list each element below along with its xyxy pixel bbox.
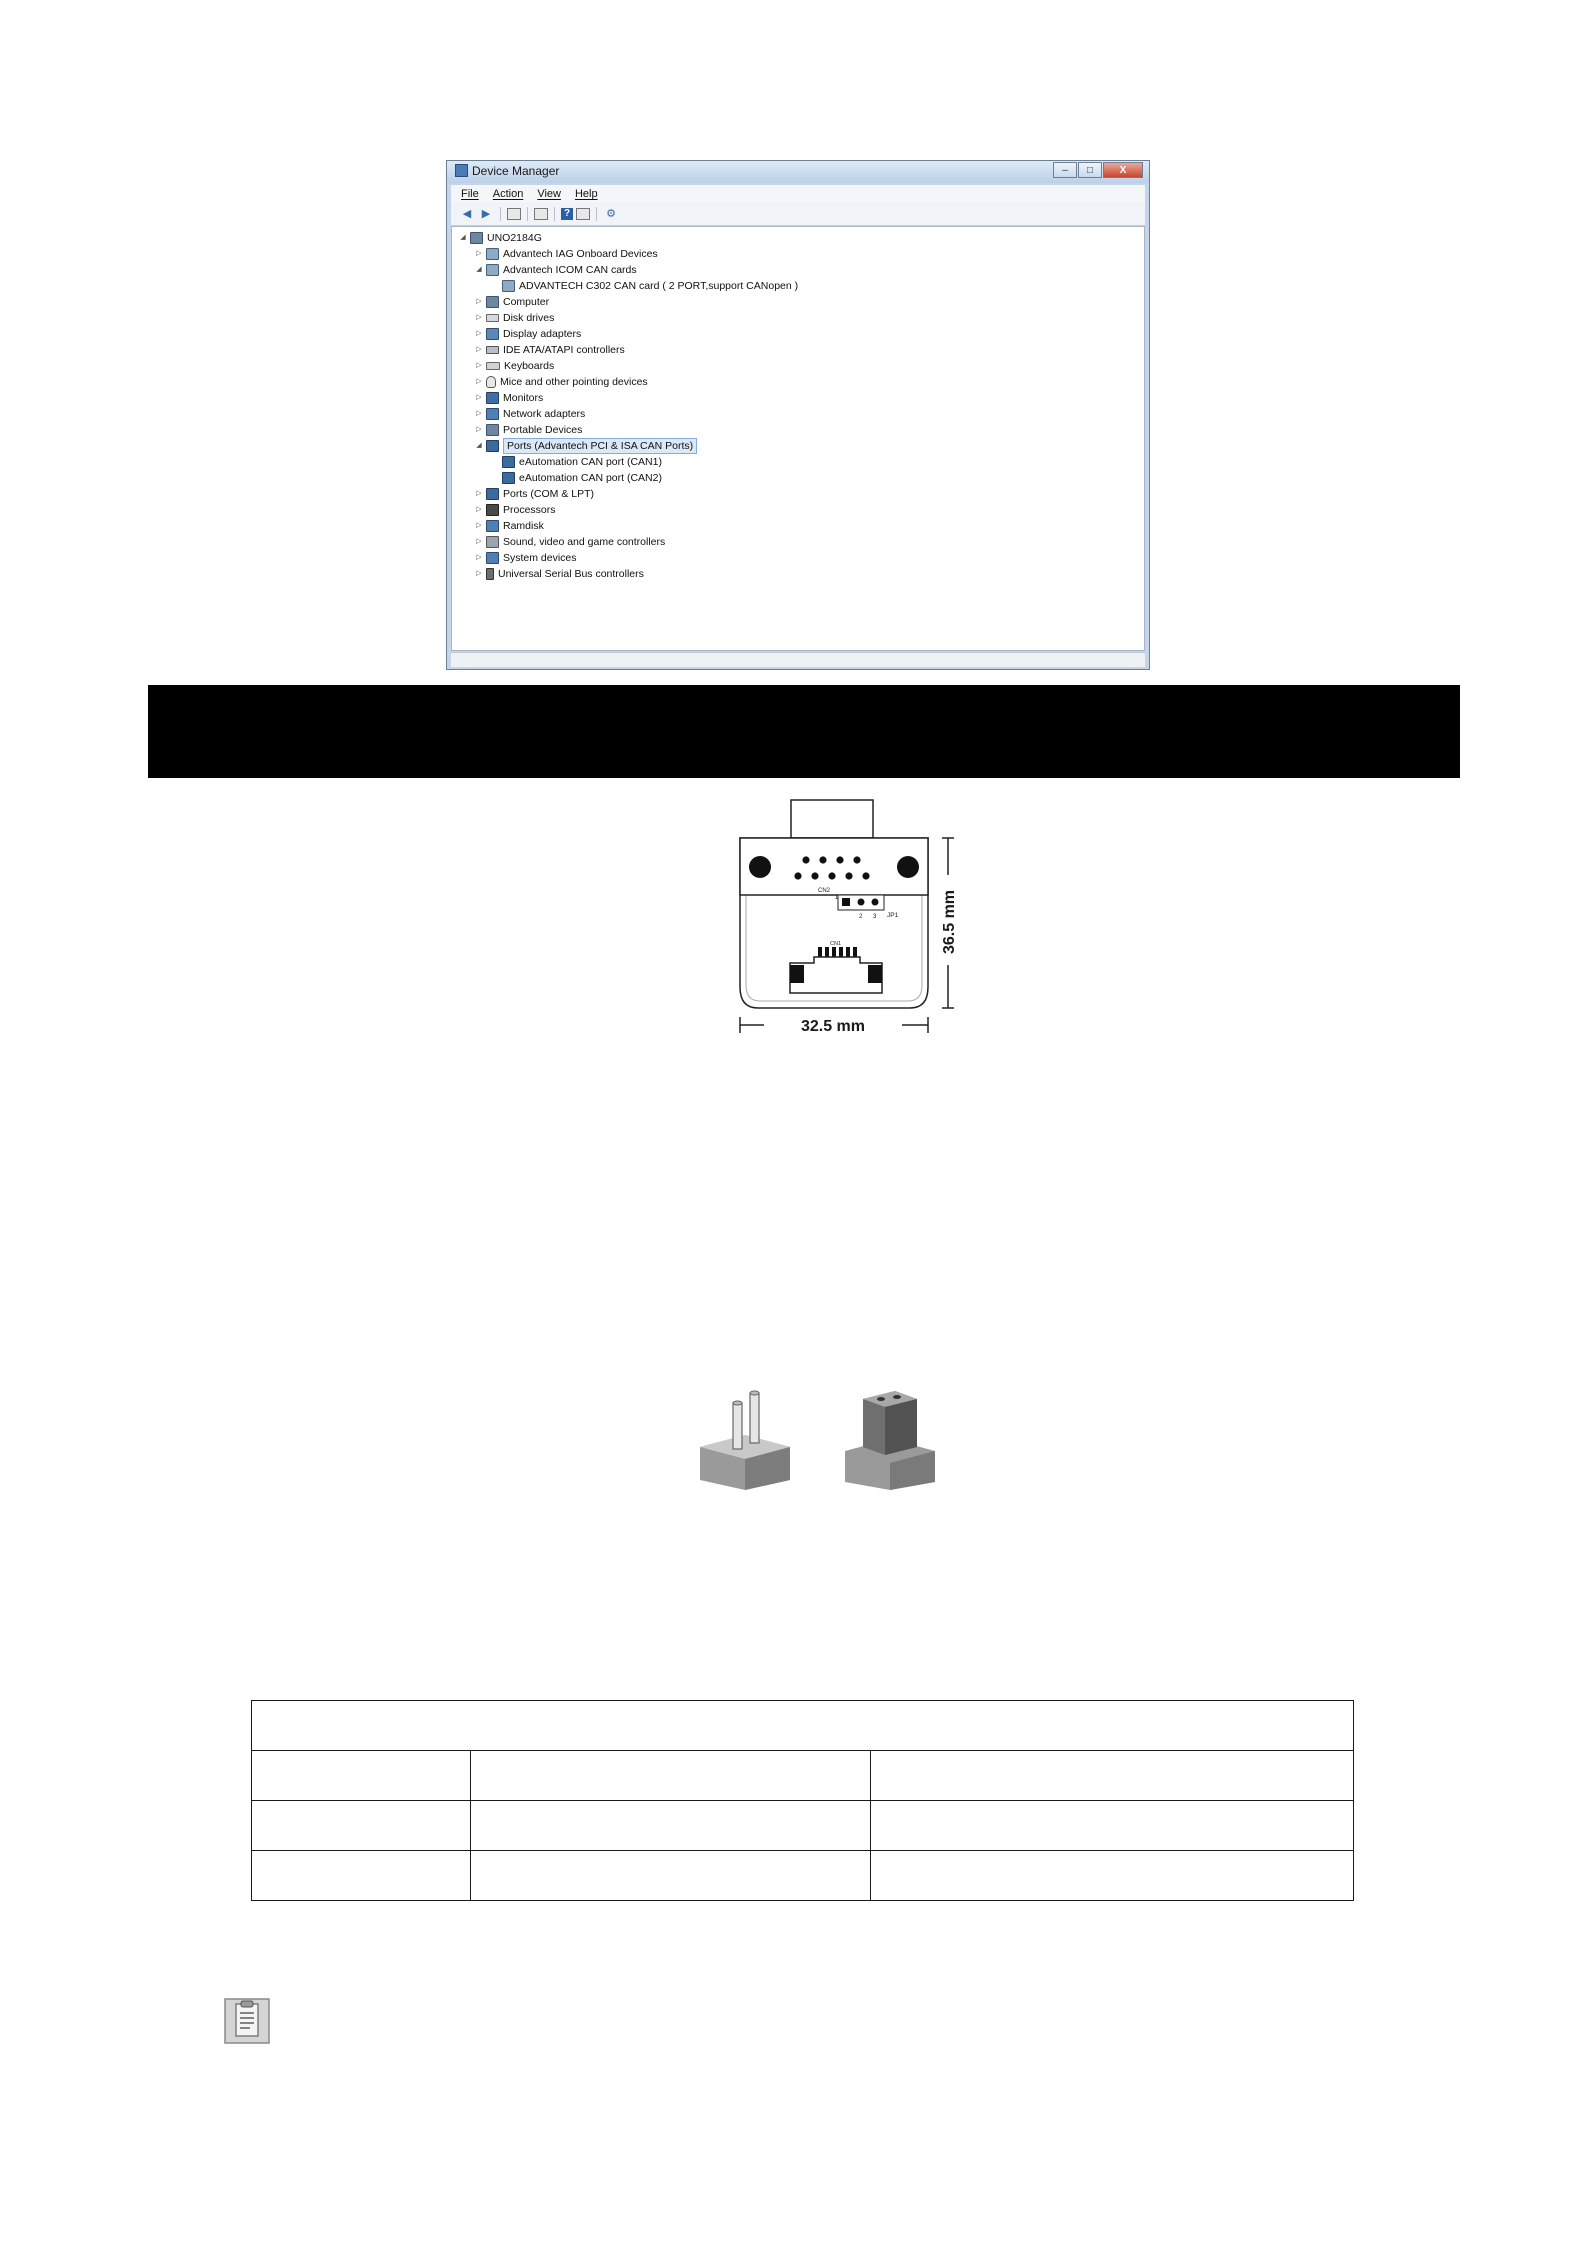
terminal-latch-left — [790, 965, 804, 983]
tree-item[interactable] — [490, 278, 798, 294]
expand-arrow-icon[interactable]: ▷ — [476, 570, 482, 577]
computer-icon — [486, 296, 499, 308]
table-cell — [471, 1801, 871, 1851]
disk-icon — [486, 314, 499, 322]
module-dimension-drawing — [720, 795, 990, 1060]
tree-item-label: System devices — [503, 552, 577, 564]
toolbar-separator — [554, 207, 555, 221]
computer-icon — [470, 232, 483, 244]
expand-arrow-icon[interactable]: ◢ — [476, 442, 482, 449]
help-icon[interactable]: ? — [561, 208, 573, 220]
table-cell — [252, 1751, 471, 1801]
monitor-icon — [486, 392, 499, 404]
port-icon — [486, 440, 499, 452]
table-row — [252, 1801, 1354, 1851]
tree-item-label: Ports (Advantech PCI & ISA CAN Ports) — [503, 438, 697, 454]
tree-item-label: Processors — [503, 504, 556, 516]
toolbar-separator — [596, 207, 597, 221]
table-cell — [471, 1751, 871, 1801]
menu-bar — [451, 185, 1145, 203]
expand-arrow-icon[interactable]: ▷ — [476, 346, 482, 353]
tree-item[interactable] — [474, 294, 549, 310]
tree-item[interactable] — [474, 502, 556, 518]
tree-item-label: IDE ATA/ATAPI controllers — [503, 344, 625, 356]
network-icon — [486, 408, 499, 420]
jumper-settings-table — [251, 1700, 1354, 1901]
table-row — [252, 1751, 1354, 1801]
mount-hole-right — [897, 856, 919, 878]
tree-item-label: Mice and other pointing devices — [500, 376, 648, 388]
usb-icon — [486, 568, 494, 580]
show-hide-tree-icon[interactable] — [507, 208, 521, 220]
closed-jumper-icon — [845, 1385, 945, 1490]
jp1-pin-2 — [858, 899, 865, 906]
toolbar-separator — [527, 207, 528, 221]
table-cell — [471, 1851, 871, 1901]
table-row — [252, 1851, 1354, 1901]
tree-item[interactable] — [474, 390, 543, 406]
tree-item[interactable] — [474, 566, 644, 582]
expand-arrow-icon[interactable]: ▷ — [476, 362, 482, 369]
jp1-pin-2-label: 2 — [859, 914, 863, 920]
tree-item-label: ADVANTECH C302 CAN card ( 2 PORT,support CANopen ) — [519, 280, 799, 292]
tree-item-label: Computer — [503, 296, 550, 308]
tree-item-label: UNO2184G — [487, 232, 542, 244]
expand-arrow-icon[interactable]: ▷ — [476, 250, 482, 257]
height-label: 36.5 mm — [941, 889, 958, 955]
port-icon — [486, 488, 499, 500]
menu-action[interactable]: Action — [492, 188, 524, 200]
table-cell — [870, 1751, 1353, 1801]
tree-item[interactable] — [474, 358, 554, 374]
table-cell — [870, 1851, 1353, 1901]
table-title-cell — [252, 1701, 1354, 1751]
tree-item-label: Display adapters — [503, 328, 582, 340]
expand-arrow-icon[interactable]: ▷ — [476, 490, 482, 497]
expand-arrow-icon[interactable]: ▷ — [476, 538, 482, 545]
tree-item[interactable] — [474, 550, 577, 566]
jp1-pin-1-label: 1 — [835, 895, 839, 901]
window-title — [455, 164, 559, 178]
keyboard-icon — [486, 362, 500, 370]
tree-item-label: Advantech IAG Onboard Devices — [503, 248, 658, 260]
tree-item-label: Universal Serial Bus controllers — [498, 568, 644, 580]
device-tree — [451, 226, 1145, 651]
tree-item-label: Ramdisk — [503, 520, 544, 532]
title-bar — [447, 161, 1149, 183]
tree-item-label: Monitors — [503, 392, 544, 404]
tree-item-label: Disk drives — [503, 312, 555, 324]
tree-item[interactable] — [474, 422, 582, 438]
table-cell — [870, 1801, 1353, 1851]
tree-item[interactable] — [474, 534, 665, 550]
tree-item[interactable] — [474, 406, 585, 422]
tree-item[interactable] — [474, 342, 625, 358]
device-icon[interactable]: ⚙ — [606, 208, 616, 220]
device-manager-icon — [455, 164, 468, 177]
tree-item[interactable] — [490, 470, 662, 486]
portable-icon — [486, 424, 499, 436]
expand-arrow-icon[interactable]: ▷ — [476, 522, 482, 529]
jp1-pin-3-label: 3 — [873, 914, 877, 920]
forward-icon[interactable]: ▶ — [481, 208, 491, 220]
table-cell — [252, 1801, 471, 1851]
tree-item[interactable] — [474, 246, 658, 262]
card-icon — [502, 280, 515, 292]
minimize-button[interactable]: – — [1053, 162, 1077, 178]
display-icon — [486, 328, 499, 340]
scan-icon[interactable] — [576, 208, 590, 220]
tree-item[interactable] — [474, 518, 544, 534]
mount-hole-left — [749, 856, 771, 878]
toolbar — [451, 203, 1145, 226]
jp1-pin-1 — [842, 898, 850, 906]
ramdisk-icon — [486, 520, 499, 532]
menu-help[interactable]: Help — [574, 188, 598, 200]
tree-item[interactable] — [474, 262, 637, 278]
tree-item[interactable] — [474, 374, 648, 390]
tree-item-label: Keyboards — [504, 360, 555, 372]
tree-item[interactable] — [490, 454, 662, 470]
expand-arrow-icon[interactable]: ▷ — [476, 394, 482, 401]
note-icon — [224, 1998, 270, 2044]
tree-item-label: Network adapters — [503, 408, 586, 420]
processor-icon — [486, 504, 499, 516]
expand-arrow-icon[interactable]: ▷ — [476, 330, 482, 337]
table-title-row — [252, 1701, 1354, 1751]
tree-item[interactable] — [474, 326, 581, 342]
ide-icon — [486, 346, 499, 354]
cn1-label: CN1 — [830, 941, 842, 947]
open-jumper-icon — [700, 1385, 800, 1490]
port-icon — [502, 456, 515, 468]
toolbar-separator — [500, 207, 501, 221]
width-label: 32.5 mm — [800, 1018, 866, 1035]
table-cell — [252, 1851, 471, 1901]
status-bar — [451, 652, 1145, 667]
back-icon[interactable]: ◀ — [462, 208, 472, 220]
expand-arrow-icon[interactable]: ▷ — [476, 506, 482, 513]
expand-arrow-icon[interactable]: ▷ — [476, 314, 482, 321]
properties-icon[interactable] — [534, 208, 548, 220]
section-heading-band — [148, 685, 1460, 778]
terminal-latch-right — [868, 965, 882, 983]
tree-item-label: Portable Devices — [503, 424, 583, 436]
jp1-pin-3 — [872, 899, 879, 906]
expand-arrow-icon[interactable]: ▷ — [476, 410, 482, 417]
expand-arrow-icon[interactable]: ▷ — [476, 554, 482, 561]
sound-icon — [486, 536, 499, 548]
menu-file[interactable]: File — [461, 188, 479, 200]
expand-arrow-icon[interactable]: ▷ — [476, 298, 482, 305]
tree-item[interactable] — [474, 438, 697, 454]
system-icon — [486, 552, 499, 564]
tree-item-label: eAutomation CAN port (CAN1) — [519, 456, 662, 468]
mouse-icon — [486, 376, 496, 388]
menu-view[interactable]: View — [537, 188, 561, 200]
tree-item-label: Sound, video and game controllers — [503, 536, 666, 548]
tree-item-label: Ports (COM & LPT) — [503, 488, 595, 500]
tree-item[interactable] — [474, 310, 554, 326]
jp1-label: JP1 — [887, 912, 899, 919]
cn2-label: CN2 — [818, 888, 831, 894]
tree-item[interactable] — [458, 230, 542, 246]
port-icon — [502, 472, 515, 484]
window-title-text: Device Manager — [472, 164, 560, 178]
maximize-button[interactable]: □ — [1078, 162, 1102, 178]
card-icon — [486, 264, 499, 276]
db9-connector-tab — [791, 800, 873, 838]
expand-arrow-icon[interactable]: ◢ — [460, 234, 466, 241]
window-controls — [1053, 162, 1143, 178]
card-icon — [486, 248, 499, 260]
expand-arrow-icon[interactable]: ▷ — [476, 378, 482, 385]
tree-item[interactable] — [474, 486, 594, 502]
tree-item-label: eAutomation CAN port (CAN2) — [519, 472, 662, 484]
device-manager-window — [446, 160, 1150, 670]
close-button[interactable]: X — [1103, 162, 1143, 178]
tree-item-label: Advantech ICOM CAN cards — [503, 264, 637, 276]
expand-arrow-icon[interactable]: ▷ — [476, 426, 482, 433]
expand-arrow-icon[interactable]: ◢ — [476, 266, 482, 273]
